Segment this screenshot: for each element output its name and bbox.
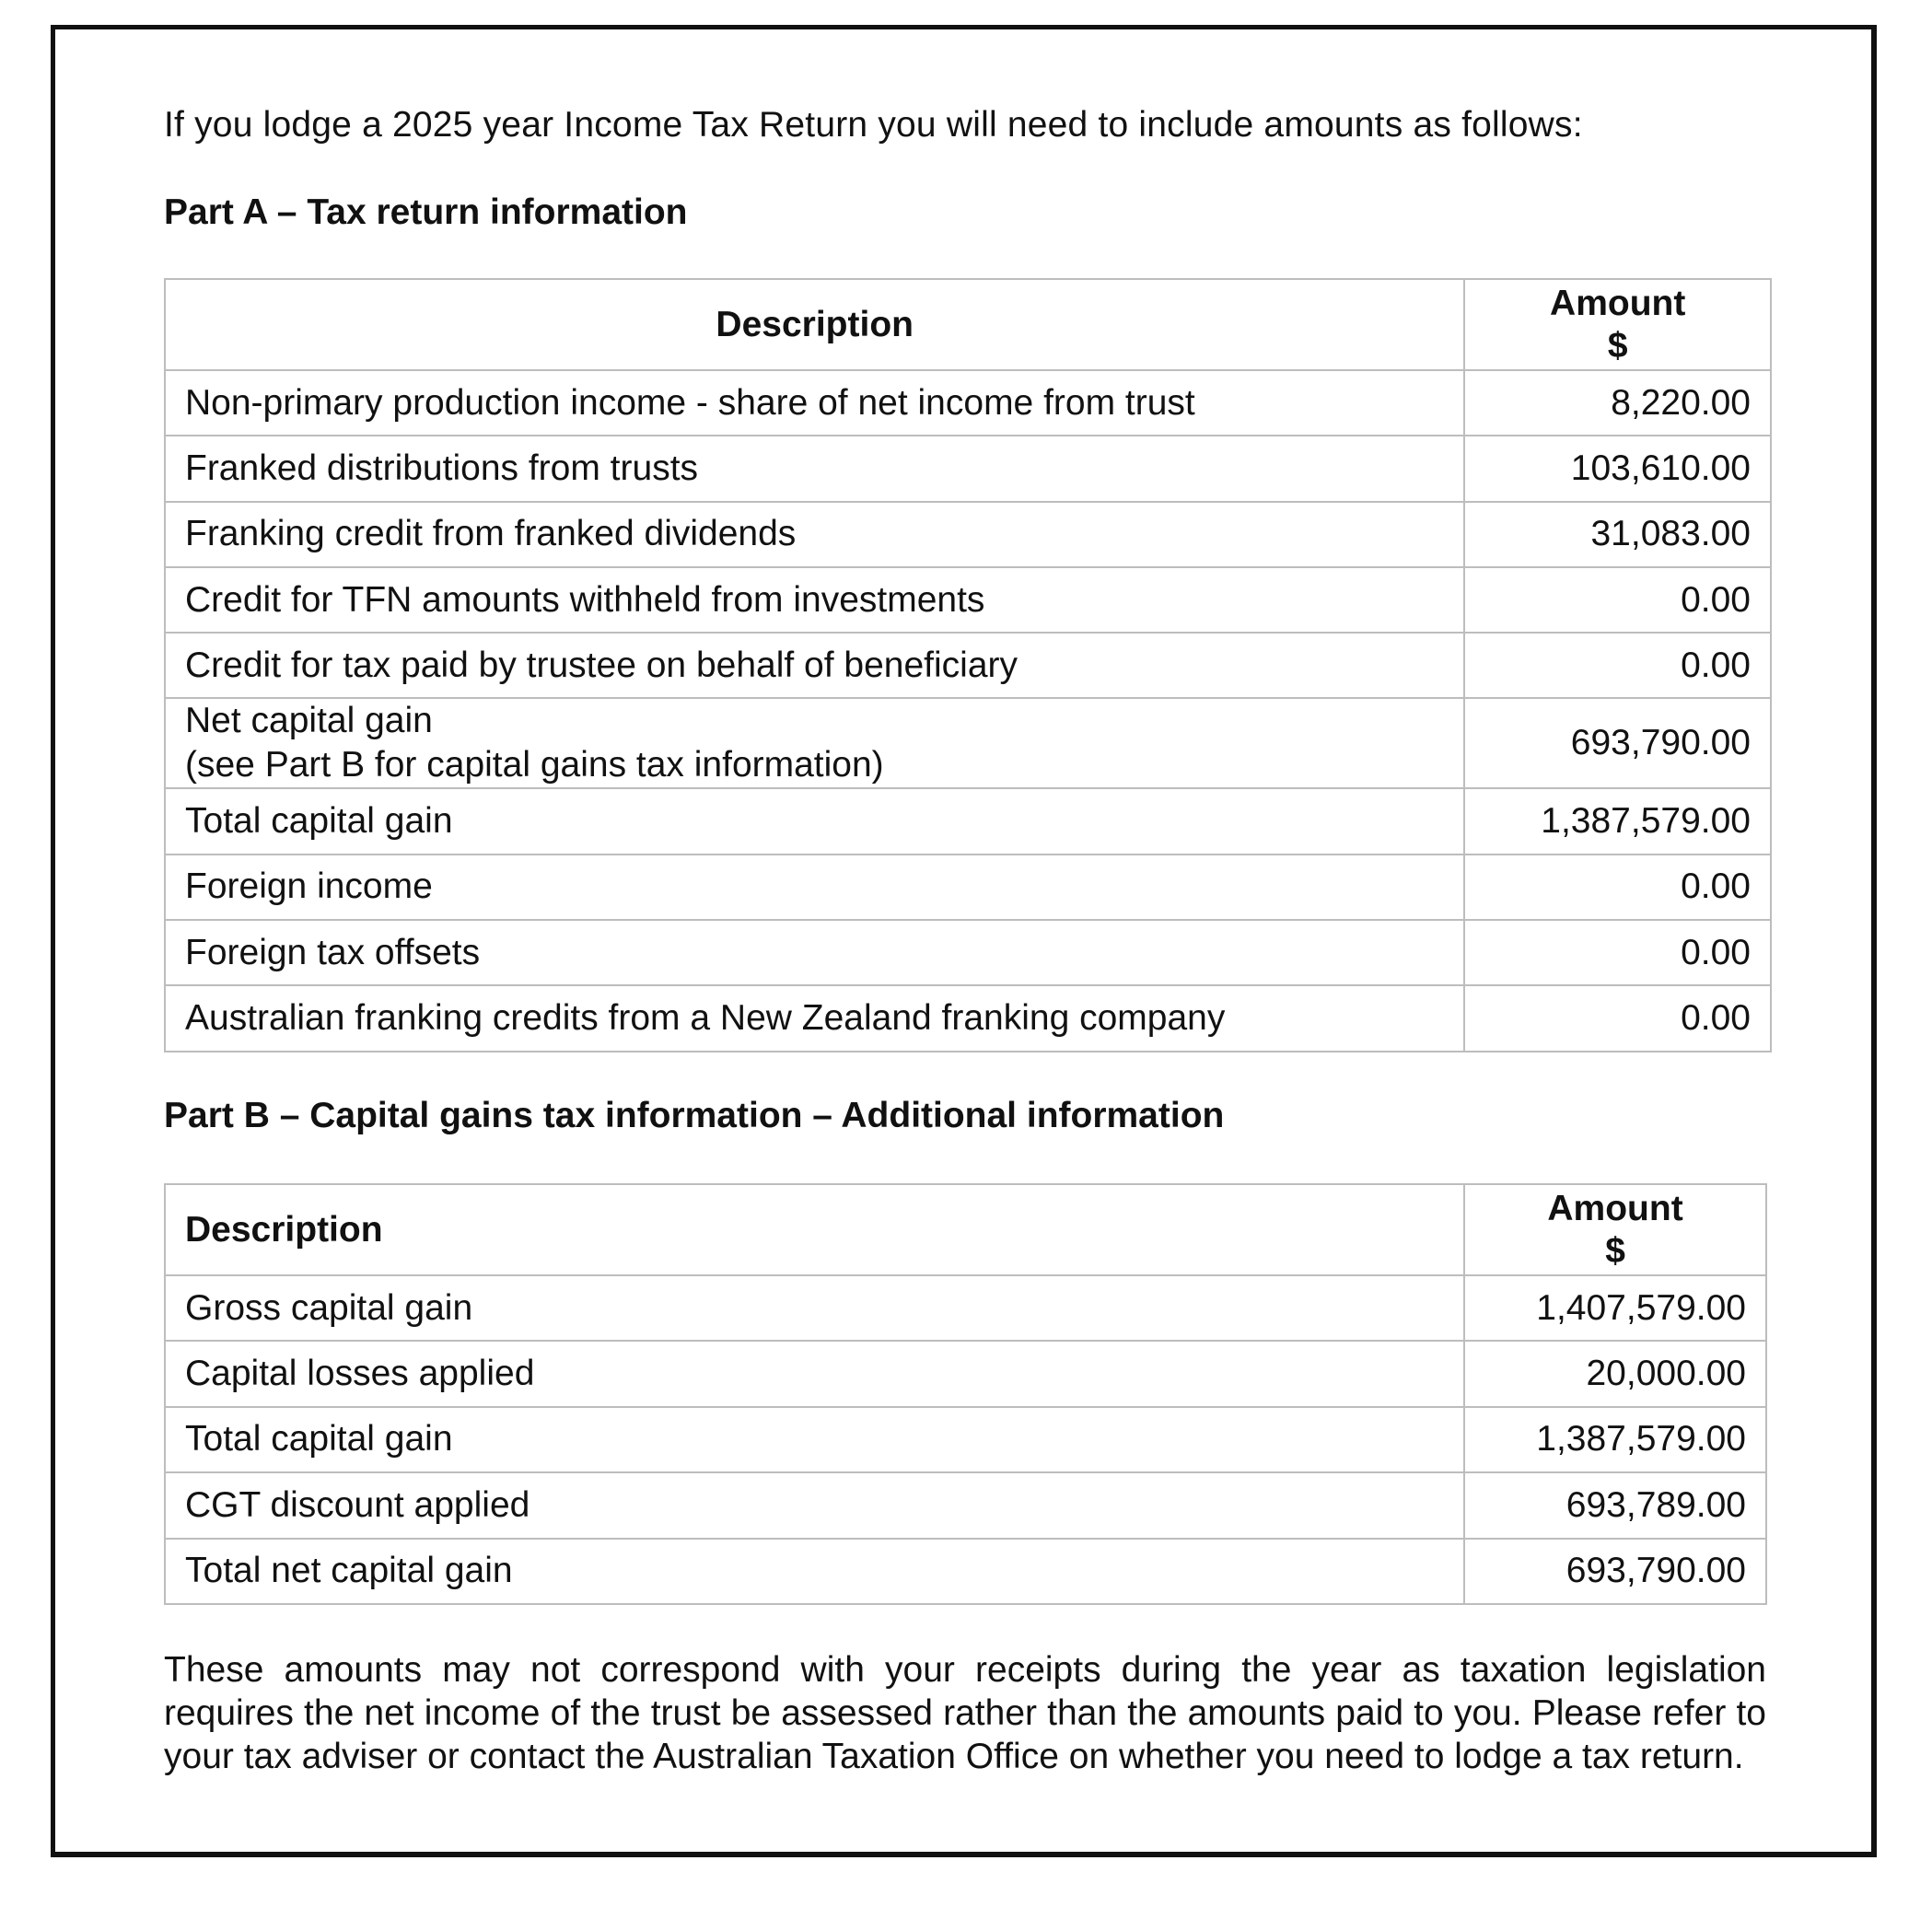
row-description: Total net capital gain <box>165 1539 1464 1604</box>
row-amount: 103,610.00 <box>1464 436 1771 501</box>
table-row <box>165 1539 1766 1604</box>
row-description: Credit for tax paid by trustee on behalf of beneficiary <box>165 633 1464 698</box>
row-amount: 1,387,579.00 <box>1464 1407 1766 1472</box>
table-row <box>165 436 1771 501</box>
row-amount: 693,789.00 <box>1464 1472 1766 1538</box>
row-description-line1: Net capital gain <box>185 701 433 741</box>
row-description: Franked distributions from trusts <box>165 436 1464 501</box>
row-amount: 31,083.00 <box>1464 502 1771 567</box>
row-description: Non-primary production income - share of net income from trust <box>165 370 1464 436</box>
row-description: Gross capital gain <box>165 1275 1464 1341</box>
table-row <box>165 1275 1766 1341</box>
row-description <box>165 698 1464 788</box>
amount-column-header <box>1464 279 1771 370</box>
part-b-heading: Part B – Capital gains tax information – Additional information <box>164 1096 1225 1135</box>
row-amount: 20,000.00 <box>1464 1341 1766 1406</box>
row-description: Foreign tax offsets <box>165 920 1464 985</box>
table-row <box>165 1341 1766 1406</box>
row-amount: 693,790.00 <box>1464 698 1771 788</box>
table-row <box>165 633 1771 698</box>
row-amount: 0.00 <box>1464 567 1771 633</box>
row-description: Australian franking credits from a New Zealand franking company <box>165 985 1464 1051</box>
table-row <box>165 1407 1766 1472</box>
row-description: Credit for TFN amounts withheld from investments <box>165 567 1464 633</box>
row-description: CGT discount applied <box>165 1472 1464 1538</box>
row-amount: 0.00 <box>1464 985 1771 1051</box>
row-amount: 0.00 <box>1464 920 1771 985</box>
table-row <box>165 920 1771 985</box>
row-amount: 693,790.00 <box>1464 1539 1766 1604</box>
table-row <box>165 1472 1766 1538</box>
intro-text: If you lodge a 2025 year Income Tax Return you will need to include amounts as follows: <box>164 105 1583 145</box>
row-description-line2: (see Part B for capital gains tax information) <box>185 745 884 785</box>
table-row <box>165 502 1771 567</box>
row-amount: 0.00 <box>1464 855 1771 920</box>
table-row <box>165 788 1771 854</box>
amount-header-label: Amount <box>1550 283 1686 323</box>
table-row <box>165 855 1771 920</box>
row-description: Total capital gain <box>165 1407 1464 1472</box>
row-description: Total capital gain <box>165 788 1464 854</box>
table-header-row <box>165 1184 1766 1275</box>
description-column-header: Description <box>165 1184 1464 1275</box>
amount-column-header <box>1464 1184 1766 1275</box>
amount-header-label: Amount <box>1547 1188 1683 1228</box>
table-header-row <box>165 279 1771 370</box>
row-amount: 0.00 <box>1464 633 1771 698</box>
footnote-text: These amounts may not correspond with your receipts during the year as taxation legislation requires the net income of the trust be assessed rather than the amounts paid to you. Please refer to your tax adviser or contact the Australian Taxation Office on whether you need to lodge a tax return. <box>164 1650 1766 1776</box>
row-description: Franking credit from franked dividends <box>165 502 1464 567</box>
tax-return-table <box>164 278 1772 1052</box>
table-row <box>165 985 1771 1051</box>
row-amount: 8,220.00 <box>1464 370 1771 436</box>
amount-header-currency: $ <box>1607 325 1628 366</box>
row-amount: 1,407,579.00 <box>1464 1275 1766 1341</box>
amount-header-currency: $ <box>1605 1230 1625 1271</box>
row-description: Foreign income <box>165 855 1464 920</box>
table-row <box>165 370 1771 436</box>
row-description: Capital losses applied <box>165 1341 1464 1406</box>
table-row <box>165 698 1771 788</box>
table-row <box>165 567 1771 633</box>
description-column-header: Description <box>165 279 1464 370</box>
row-amount: 1,387,579.00 <box>1464 788 1771 854</box>
part-a-heading: Part A – Tax return information <box>164 192 688 232</box>
capital-gains-table <box>164 1183 1767 1605</box>
